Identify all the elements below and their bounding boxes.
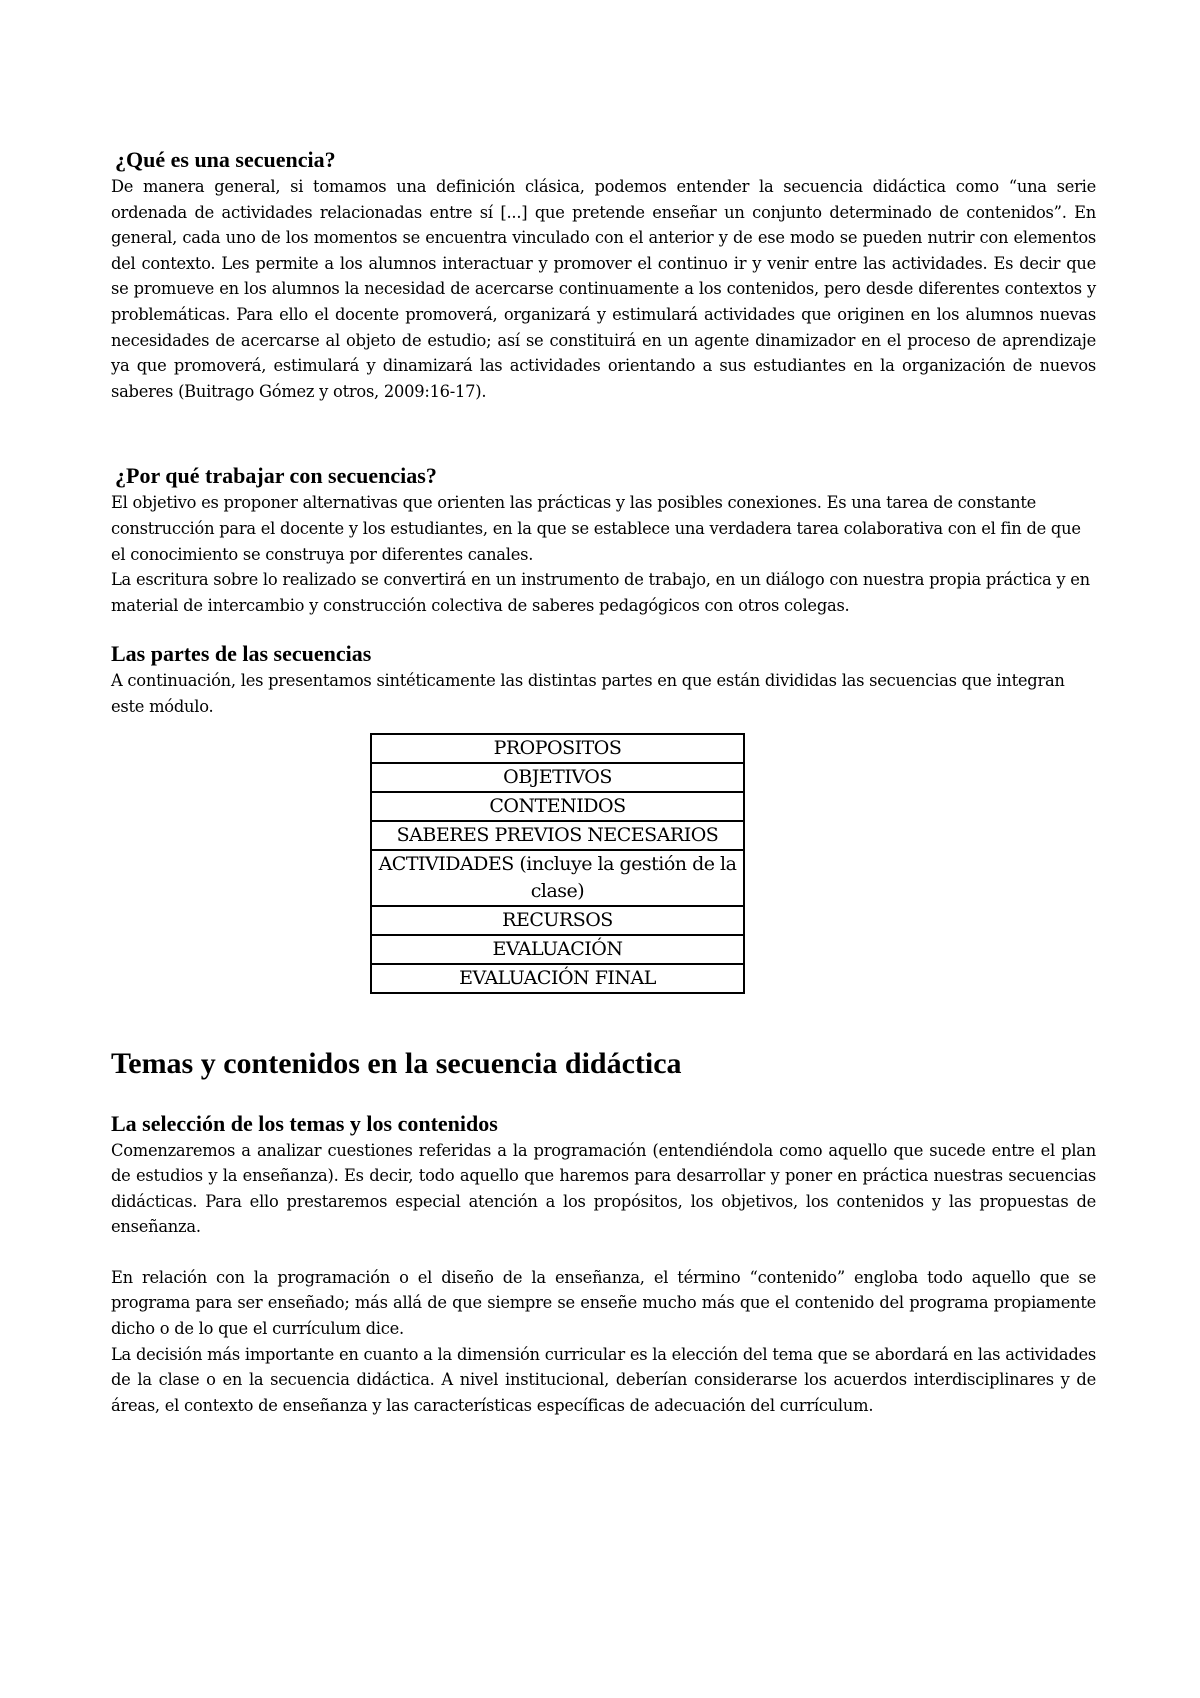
- heading-que-es-secuencia: ¿Qué es una secuencia?: [115, 147, 336, 172]
- table-cell: PROPOSITOS: [371, 734, 744, 763]
- table-cell: CONTENIDOS: [371, 792, 744, 821]
- paragraph-partes-intro: A continuación, les presentamos sintéticamente las distintas partes en que están divididas las secuencias que integran este módulo.: [111, 671, 1065, 716]
- table-row: [371, 821, 744, 850]
- table-row: [371, 850, 744, 906]
- table-row: [371, 964, 744, 993]
- paragraph-programacion: Comenzaremos a analizar cuestiones referidas a la programación (entendiéndola como aquello que sucede entre el plan de estudios y la enseñanza). Es decir, todo aquello que haremos para desarrollar y poner en práctica nuestras secuencias didácticas. Para ello prestaremos especial atención a los propósitos, los objetivos, los contenidos y las propuestas de enseñanza.: [111, 1140, 1096, 1237]
- sequence-parts-table: [370, 733, 745, 994]
- heading-partes-secuencias: Las partes de las secuencias: [111, 641, 372, 667]
- table-row: [371, 763, 744, 792]
- table-row: [371, 935, 744, 964]
- table-cell: EVALUACIÓN: [371, 935, 744, 964]
- paragraph-objetivo: El objetivo es proponer alternativas que orienten las prácticas y las posibles conexiones. Es una tarea de constante construcción para el docente y los estudiantes, en la que se establece una verdadera tarea colaborativa con el fin de que el conocimiento se construya por diferentes canales.: [111, 493, 1081, 564]
- table-row: [371, 906, 744, 935]
- heading-por-que-trabajar: ¿Por qué trabajar con secuencias?: [115, 463, 437, 489]
- document-page: [111, 146, 1096, 1418]
- paragraph-decision-curricular: La decisión más importante en cuanto a la dimensión curricular es la elección del tema que se abordará en las actividades de la clase o en la secuencia didáctica. A nivel institucional, deberían considerarse los acuerdos interdisciplinares y de áreas, el contexto de enseñanza y las características específicas de adecuación del currículum.: [111, 1344, 1096, 1415]
- table-cell: OBJETIVOS: [371, 763, 744, 792]
- table-cell: ACTIVIDADES (incluye la gestión de la clase): [371, 850, 744, 906]
- paragraph-definicion: De manera general, si tomamos una definición clásica, podemos entender la secuencia didáctica como “una serie ordenada de actividades relacionadas entre sí [...] que pretende enseñar un conjunto determinado de contenidos”. En general, cada uno de los momentos se encuentra vinculado con el anterior y de ese modo se pueden nutrir con elementos del contexto. Les permite a los alumnos interactuar y promover el continuo ir y venir entre las actividades. Es decir que se promueve en los alumnos la necesidad de acercarse continuamente a los contenidos, pero desde diferentes contextos y problemáticas. Para ello el docente promoverá, organizará y estimulará actividades que originen en los alumnos nuevas necesidades de acercarse al objeto de estudio; así se constituirá en un agente dinamizador en el proceso de aprendizaje ya que promoverá, estimulará y dinamizará las actividades orientando a sus estudiantes en la organización de nuevos saberes (Buitrago Gómez y otros, 2009:16-17).: [111, 177, 1096, 401]
- table-row: [371, 792, 744, 821]
- section-title-temas-contenidos: Temas y contenidos en la secuencia didáctica: [111, 1046, 682, 1080]
- paragraph-escritura: La escritura sobre lo realizado se convertirá en un instrumento de trabajo, en un diálogo con nuestra propia práctica y en material de intercambio y construcción colectiva de saberes pedagógicos con otros colegas.: [111, 570, 1090, 615]
- paragraph-contenido-termino: En relación con la programación o el diseño de la enseñanza, el término “contenido” engloba todo aquello que se programa para ser enseñado; más allá de que siempre se enseñe mucho más que el contenido del programa propiamente dicho o de lo que el currículum dice.: [111, 1267, 1096, 1339]
- table-cell: SABERES PREVIOS NECESARIOS: [371, 821, 744, 850]
- heading-seleccion-temas: La selección de los temas y los contenidos: [111, 1110, 498, 1136]
- table-cell: EVALUACIÓN FINAL: [371, 964, 744, 993]
- table-row: [371, 734, 744, 763]
- table-cell: RECURSOS: [371, 906, 744, 935]
